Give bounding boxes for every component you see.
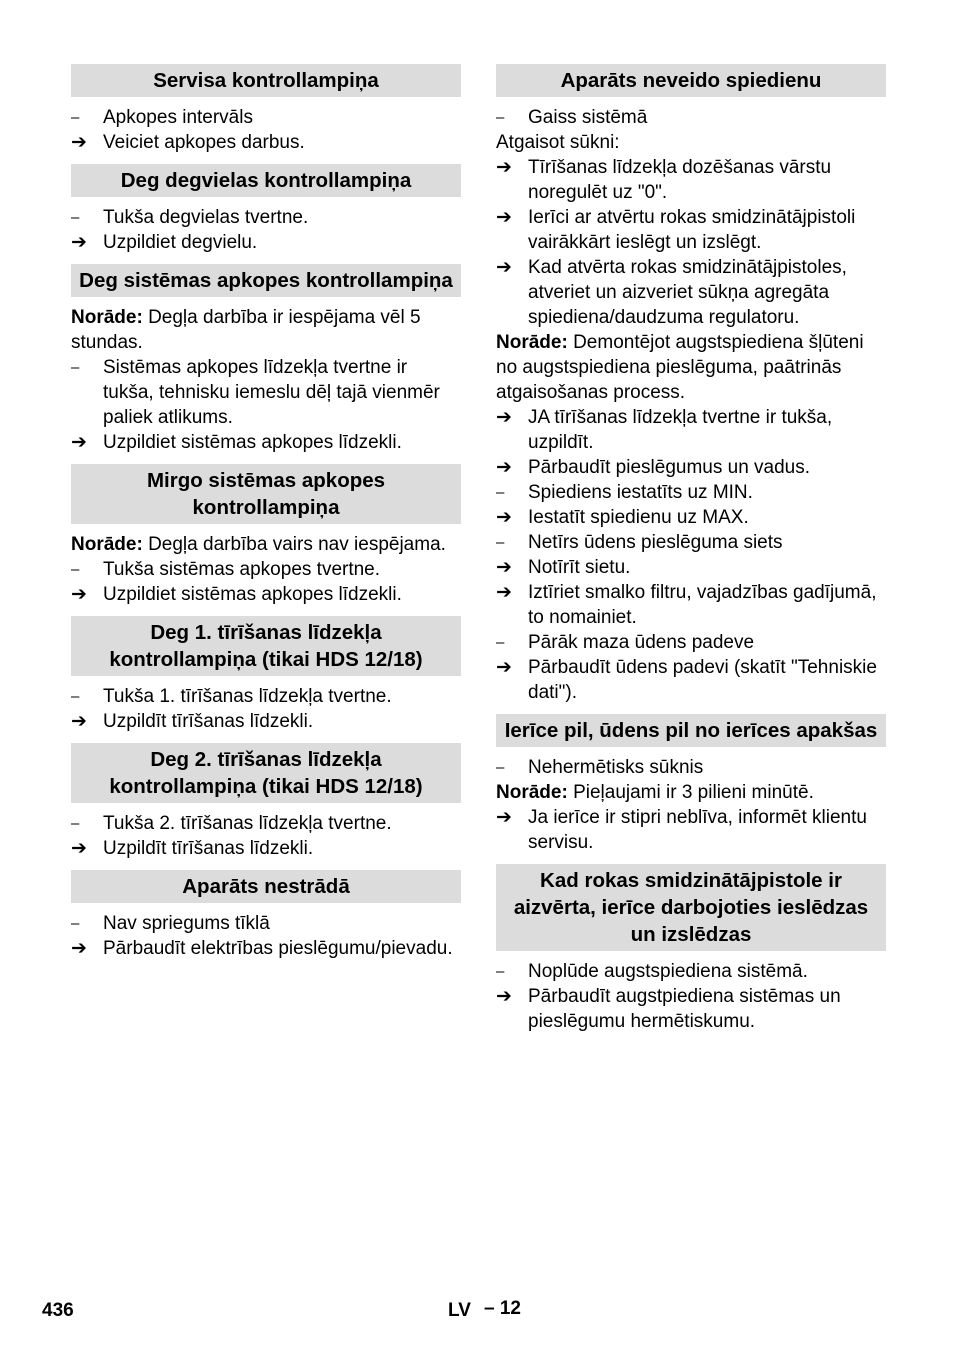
action-list-item (496, 455, 886, 480)
action-list-item (496, 555, 886, 580)
dash-icon: – (71, 359, 80, 376)
note-label: Norāde: (71, 307, 143, 328)
arrow-right-icon: ➔ (496, 986, 512, 1007)
note-text: Degļa darbība vairs nav iespējama. (148, 534, 446, 555)
note-label: Norāde: (496, 332, 568, 353)
dash-list-item (71, 557, 461, 582)
section-items (496, 755, 886, 855)
action-list-item (496, 155, 886, 205)
page-number: 436 (42, 1300, 74, 1321)
note-paragraph (496, 330, 886, 405)
dash-icon: – (71, 915, 80, 932)
action-list-item (496, 505, 886, 530)
item-text: Uzpildīt tīrīšanas līdzekli. (103, 838, 314, 859)
item-text: Notīrīt sietu. (528, 557, 631, 578)
note-label: Norāde: (71, 534, 143, 555)
arrow-right-icon: ➔ (71, 938, 87, 959)
item-text: Spiediens iestatīts uz MIN. (528, 482, 753, 503)
note-text: Pieļaujami ir 3 pilieni minūtē. (573, 782, 814, 803)
item-text: Pārbaudīt pieslēgumus un vadus. (528, 457, 811, 478)
item-text: Iztīriet smalko filtru, vajadzības gadījumā, to nomainiet. (528, 582, 877, 628)
left-column (71, 64, 461, 970)
action-list-item (496, 580, 886, 630)
section-items (71, 911, 461, 961)
section-heading: Mirgo sistēmas apkopes kontrollampiņa (71, 464, 461, 524)
dash-icon: – (496, 534, 505, 551)
action-list-item (496, 805, 886, 855)
action-list-item (71, 709, 461, 734)
item-text: Tukša sistēmas apkopes tvertne. (103, 559, 381, 580)
dash-list-item (496, 105, 886, 130)
dash-icon: – (496, 963, 505, 980)
arrow-right-icon: ➔ (496, 657, 512, 678)
dash-icon: – (496, 484, 505, 501)
section-heading: Aparāts neveido spiedienu (496, 64, 886, 97)
note-paragraph (71, 305, 461, 355)
arrow-right-icon: ➔ (496, 457, 512, 478)
arrow-right-icon: ➔ (71, 232, 87, 253)
section-heading: Servisa kontrollampiņa (71, 64, 461, 97)
item-text: Sistēmas apkopes līdzekļa tvertne ir tukša, tehnisku iemeslu dēļ tajā vienmēr paliek atlikums. (103, 357, 440, 428)
section-items (71, 105, 461, 155)
language-code: LV (448, 1300, 471, 1321)
item-text: Iestatīt spiedienu uz MAX. (528, 507, 749, 528)
dash-list-item (496, 630, 886, 655)
section-items (71, 532, 461, 607)
section-items (496, 105, 886, 705)
arrow-right-icon: ➔ (496, 257, 512, 278)
section-items (496, 959, 886, 1034)
dash-list-item (496, 755, 886, 780)
item-text: Uzpildiet degvielu. (103, 232, 258, 253)
action-list-item (496, 405, 886, 455)
item-text: Veiciet apkopes darbus. (103, 132, 305, 153)
arrow-right-icon: ➔ (496, 157, 512, 178)
section-heading: Aparāts nestrādā (71, 870, 461, 903)
item-text: Gaiss sistēmā (528, 107, 648, 128)
section-heading: Deg sistēmas apkopes kontrollampiņa (71, 264, 461, 297)
arrow-right-icon: ➔ (71, 584, 87, 605)
dash-icon: – (71, 109, 80, 126)
section-items (71, 205, 461, 255)
item-text: Nav spriegums tīklā (103, 913, 270, 934)
section-heading: Deg 1. tīrīšanas līdzekļa kontrollampiņa (tikai HDS 12/18) (71, 616, 461, 676)
action-list-item (71, 582, 461, 607)
note-text: Demontējot augstspiediena šļūteni no augstspiediena pieslēguma, paātrinās atgaisošanas process. (496, 332, 864, 403)
note-paragraph (496, 780, 886, 805)
section-items (71, 811, 461, 861)
section-page-number: – 12 (484, 1298, 521, 1319)
dash-icon: – (496, 109, 505, 126)
item-text: Tīrīšanas līdzekļa dozēšanas vārstu noregulēt uz "0". (528, 157, 832, 203)
item-text: Pārbaudīt augstpiediena sistēmas un pieslēgumu hermētiskumu. (528, 986, 841, 1032)
dash-list-item (496, 959, 886, 984)
arrow-right-icon: ➔ (496, 507, 512, 528)
item-text: Ierīci ar atvērtu rokas smidzinātājpistoli vairākkārt ieslēgt un izslēgt. (528, 207, 856, 253)
action-list-item (71, 936, 461, 961)
action-list-item (71, 836, 461, 861)
item-text: Tukša 2. tīrīšanas līdzekļa tvertne. (103, 813, 392, 834)
arrow-right-icon: ➔ (496, 807, 512, 828)
dash-list-item (71, 811, 461, 836)
section-heading: Kad rokas smidzinātājpistole ir aizvērta, ierīce darbojoties ieslēdzas un izslēdzas (496, 864, 886, 951)
action-list-item (71, 430, 461, 455)
item-text: Noplūde augstspiediena sistēmā. (528, 961, 808, 982)
dash-list-item (71, 205, 461, 230)
arrow-right-icon: ➔ (71, 838, 87, 859)
section-items (71, 305, 461, 455)
item-text: Uzpildiet sistēmas apkopes līdzekli. (103, 432, 402, 453)
arrow-right-icon: ➔ (496, 557, 512, 578)
item-text: Uzpildīt tīrīšanas līdzekli. (103, 711, 314, 732)
dash-icon: – (496, 759, 505, 776)
dash-list-item (71, 684, 461, 709)
item-text: Pārbaudīt elektrības pieslēgumu/pievadu. (103, 938, 453, 959)
dash-list-item (496, 530, 886, 555)
dash-icon: – (496, 634, 505, 651)
item-text: Pārbaudīt ūdens padevi (skatīt "Tehniskie dati"). (528, 657, 877, 703)
dash-list-item (71, 355, 461, 430)
arrow-right-icon: ➔ (496, 582, 512, 603)
action-list-item (71, 230, 461, 255)
section-heading: Ierīce pil, ūdens pil no ierīces apakšas (496, 714, 886, 747)
dash-list-item (71, 105, 461, 130)
section-items (71, 684, 461, 734)
dash-list-item (496, 480, 886, 505)
arrow-right-icon: ➔ (496, 207, 512, 228)
item-text: Uzpildiet sistēmas apkopes līdzekli. (103, 584, 402, 605)
section-heading: Deg 2. tīrīšanas līdzekļa kontrollampiņa (tikai HDS 12/18) (71, 743, 461, 803)
action-list-item (496, 655, 886, 705)
arrow-right-icon: ➔ (71, 432, 87, 453)
item-text: Pārāk maza ūdens padeve (528, 632, 755, 653)
item-text: JA tīrīšanas līdzekļa tvertne ir tukša, uzpildīt. (528, 407, 833, 453)
item-text: Tukša degvielas tvertne. (103, 207, 309, 228)
dash-icon: – (71, 688, 80, 705)
dash-list-item (71, 911, 461, 936)
dash-icon: – (71, 561, 80, 578)
action-list-item (71, 130, 461, 155)
paragraph: Atgaisot sūkni: (496, 132, 620, 153)
arrow-right-icon: ➔ (71, 711, 87, 732)
arrow-right-icon: ➔ (71, 132, 87, 153)
item-text: Netīrs ūdens pieslēguma siets (528, 532, 783, 553)
item-text: Apkopes intervāls (103, 107, 253, 128)
action-list-item (496, 984, 886, 1034)
action-list-item (496, 255, 886, 330)
right-column (496, 64, 886, 1043)
item-text: Tukša 1. tīrīšanas līdzekļa tvertne. (103, 686, 392, 707)
note-paragraph (71, 532, 461, 557)
section-heading: Deg degvielas kontrollampiņa (71, 164, 461, 197)
item-text: Nehermētisks sūknis (528, 757, 704, 778)
item-text: Ja ierīce ir stipri neblīva, informēt klientu servisu. (528, 807, 867, 853)
dash-icon: – (71, 815, 80, 832)
action-list-item (496, 205, 886, 255)
note-label: Norāde: (496, 782, 568, 803)
item-text: Kad atvērta rokas smidzinātājpistoles, atveriet un aizveriet sūkņa agregāta spiediena/daudzuma regulatoru. (528, 257, 847, 328)
dash-icon: – (71, 209, 80, 226)
note-text: Degļa darbība ir iespējama vēl 5 stundas. (71, 307, 421, 353)
arrow-right-icon: ➔ (496, 407, 512, 428)
